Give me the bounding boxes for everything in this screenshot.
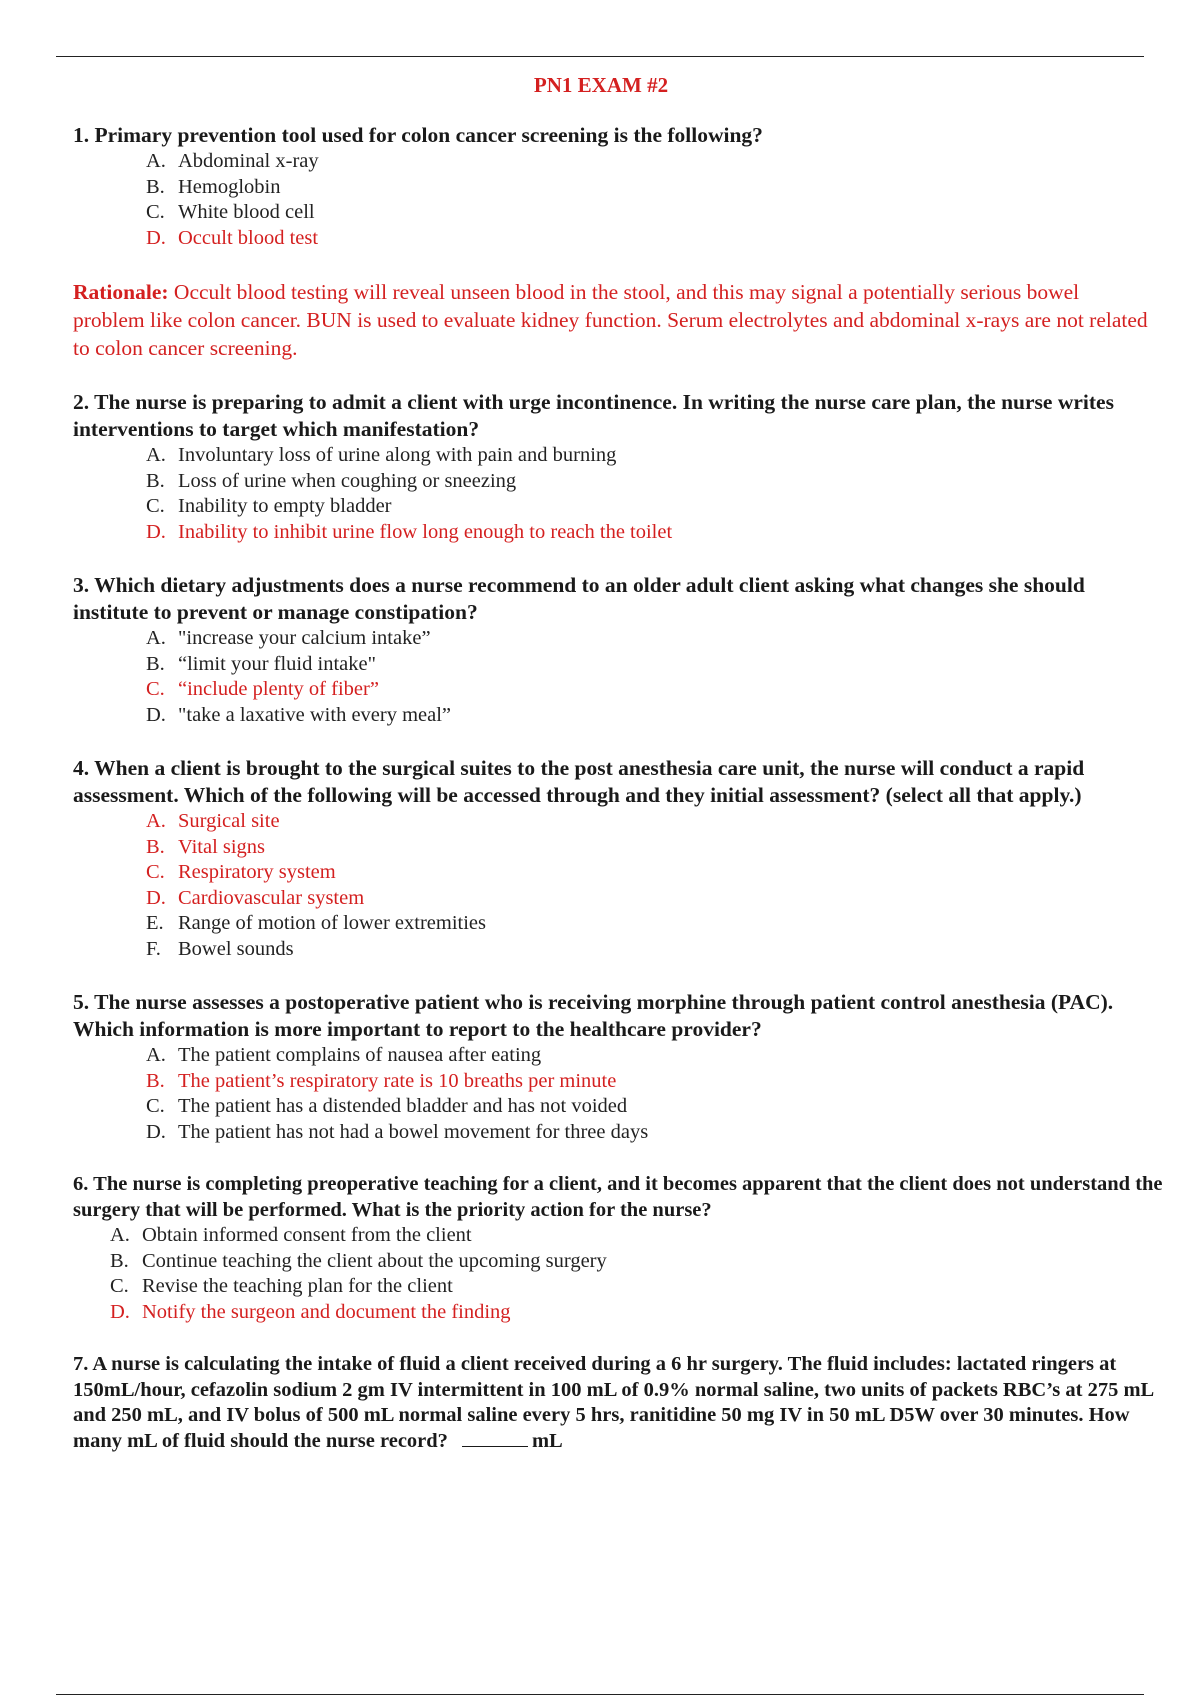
option-a[interactable]: [146, 1043, 1163, 1069]
option-text: Surgical site: [178, 810, 280, 832]
option-d[interactable]: [146, 703, 1163, 729]
option-text: White blood cell: [178, 201, 315, 223]
option-list: [73, 626, 1163, 728]
option-a[interactable]: [110, 1223, 1163, 1249]
option-letter: A.: [146, 810, 166, 832]
option-text: The patient has a distended bladder and has not voided: [178, 1095, 628, 1117]
question-stem: The nurse is completing preoperative teaching for a client, and it becomes apparent that the client does not understand the surgery that will be performed. What is the priority action for the nurse?: [73, 1173, 1163, 1221]
option-text: Respiratory system: [178, 861, 336, 883]
option-c-correct[interactable]: [146, 677, 1163, 703]
question-stem: Which dietary adjustments does a nurse recommend to an older adult client asking what changes she should institute to prevent or manage constipation?: [73, 573, 1085, 624]
option-letter: A.: [146, 1044, 166, 1066]
option-text: The patient has not had a bowel movement for three days: [178, 1120, 649, 1143]
option-text: "take a laxative with every meal”: [178, 703, 452, 726]
question-number: 7.: [73, 1353, 89, 1375]
question-text: [73, 755, 1163, 809]
option-text: Involuntary loss of urine along with pain and burning: [178, 444, 617, 466]
option-list: [73, 149, 1163, 251]
question-1: [73, 122, 1163, 362]
option-letter: E.: [146, 912, 164, 934]
question-4: [73, 755, 1163, 962]
option-text: Bowel sounds: [178, 937, 294, 960]
option-c[interactable]: [146, 494, 1163, 520]
option-b[interactable]: [146, 652, 1163, 678]
question-text: [73, 572, 1163, 626]
question-number: 5.: [73, 990, 90, 1014]
option-a[interactable]: [146, 626, 1163, 652]
top-rule: [56, 56, 1144, 57]
option-d[interactable]: [146, 1120, 1163, 1146]
option-letter: A.: [146, 444, 166, 466]
option-letter: D.: [146, 226, 166, 249]
option-text: Inability to inhibit urine flow long enough to reach the toilet: [178, 520, 673, 543]
option-letter: C.: [146, 201, 165, 223]
option-b-correct[interactable]: [146, 835, 1163, 861]
option-letter: D.: [146, 703, 166, 726]
option-text: Loss of urine when coughing or sneezing: [178, 469, 517, 492]
option-text: Continue teaching the client about the upcoming surgery: [142, 1249, 607, 1272]
option-list: [73, 1223, 1163, 1325]
option-text: Occult blood test: [178, 226, 319, 249]
option-text: Notify the surgeon and document the finding: [142, 1300, 511, 1323]
option-letter: B.: [110, 1249, 129, 1272]
option-a[interactable]: [146, 149, 1163, 175]
option-letter: C.: [146, 678, 165, 700]
question-2: [73, 389, 1163, 545]
bottom-rule: [56, 1694, 1144, 1695]
question-stem: The nurse is preparing to admit a client with urge incontinence. In writing the nurse care plan, the nurse writes interventions to target which manifestation?: [73, 390, 1114, 441]
option-text: Obtain informed consent from the client: [142, 1224, 472, 1246]
rationale-text: Occult blood testing will reveal unseen blood in the stool, and this may signal a potentially serious bowel problem like colon cancer. BUN is used to evaluate kidney function. Serum electrolytes and abdominal x-rays are not related to colon cancer screening.: [73, 280, 1148, 360]
option-letter: B.: [146, 469, 165, 492]
question-number: 6.: [73, 1173, 89, 1195]
option-letter: A.: [146, 627, 166, 649]
answer-unit: mL: [531, 1429, 563, 1452]
option-c[interactable]: [146, 200, 1163, 226]
rationale-label: Rationale:: [73, 280, 169, 304]
option-text: The patient’s respiratory rate is 10 breaths per minute: [178, 1069, 617, 1092]
option-a-correct[interactable]: [146, 809, 1163, 835]
question-text: [73, 1352, 1163, 1454]
option-letter: D.: [110, 1300, 130, 1323]
option-c-correct[interactable]: [146, 860, 1163, 886]
question-stem: A nurse is calculating the intake of fluid a client received during a 6 hr surgery. The fluid includes: lactated ringers at 150mL/hour, cefazolin sodium 2 gm IV intermittent in 100 mL of 0.9% normal saline, two units of packets RBC’s at 275 mL and 250 mL, and IV bolus of 500 mL normal saline every 5 hrs, ranitidine 50 mg IV in 50 mL D5W over 30 minutes. How many mL of fluid should the nurse record?: [73, 1353, 1154, 1452]
option-b[interactable]: [146, 469, 1163, 495]
question-3: [73, 572, 1163, 728]
option-letter: C.: [146, 495, 165, 517]
option-letter: D.: [146, 1120, 166, 1143]
option-text: “limit your fluid intake": [178, 652, 376, 675]
option-text: "increase your calcium intake”: [178, 627, 431, 649]
option-letter: D.: [146, 520, 166, 543]
option-letter: F.: [146, 937, 161, 960]
option-d-correct[interactable]: [146, 226, 1163, 252]
exam-page: [73, 70, 1163, 1454]
option-list: [73, 809, 1163, 962]
option-letter: B.: [146, 652, 165, 675]
option-letter: C.: [146, 861, 165, 883]
option-text: “include plenty of fiber”: [178, 678, 379, 700]
option-letter: A.: [146, 150, 166, 172]
option-a[interactable]: [146, 443, 1163, 469]
option-d-correct[interactable]: [146, 886, 1163, 912]
option-b-correct[interactable]: [146, 1069, 1163, 1095]
option-text: Cardiovascular system: [178, 886, 365, 909]
answer-blank[interactable]: [462, 1429, 528, 1447]
option-letter: B.: [146, 835, 165, 858]
question-text: [73, 989, 1163, 1043]
option-list: [73, 1043, 1163, 1145]
option-list: [73, 443, 1163, 545]
option-letter: D.: [146, 886, 166, 909]
option-d-correct[interactable]: [146, 520, 1163, 546]
question-number: 4.: [73, 756, 90, 780]
option-letter: B.: [146, 1069, 165, 1092]
question-number: 1.: [73, 123, 90, 147]
option-f[interactable]: [146, 937, 1163, 963]
exam-title: PN1 EXAM #2: [533, 73, 669, 97]
option-letter: C.: [146, 1095, 165, 1117]
option-c[interactable]: [146, 1094, 1163, 1120]
question-7: [73, 1352, 1163, 1454]
option-text: Hemoglobin: [178, 175, 281, 198]
question-stem: Primary prevention tool used for colon cancer screening is the following?: [94, 123, 763, 147]
rationale: [73, 278, 1148, 362]
option-text: Inability to empty bladder: [178, 495, 392, 517]
option-c[interactable]: [110, 1274, 1163, 1300]
option-text: Revise the teaching plan for the client: [142, 1275, 453, 1297]
question-text: [73, 389, 1163, 443]
question-number: 2.: [73, 390, 90, 414]
question-text: [73, 1172, 1163, 1223]
question-stem: When a client is brought to the surgical suites to the post anesthesia care unit, the nurse will conduct a rapid assessment. Which of the following will be accessed through and they initial assessment? (select all that apply.): [73, 756, 1085, 807]
option-letter: A.: [110, 1224, 130, 1246]
question-stem: The nurse assesses a postoperative patient who is receiving morphine through patient control anesthesia (PAC). Which information is more important to report to the healthcare provider?: [73, 990, 1114, 1041]
option-d-correct[interactable]: [110, 1300, 1163, 1326]
option-e[interactable]: [146, 911, 1163, 937]
question-5: [73, 989, 1163, 1145]
option-text: Vital signs: [178, 835, 266, 858]
option-letter: C.: [110, 1275, 129, 1297]
option-b[interactable]: [110, 1249, 1163, 1275]
question-text: [73, 122, 1163, 149]
question-6: [73, 1172, 1163, 1325]
option-letter: B.: [146, 175, 165, 198]
option-text: Abdominal x-ray: [178, 150, 319, 172]
option-text: The patient complains of nausea after eating: [178, 1044, 542, 1066]
option-text: Range of motion of lower extremities: [178, 912, 486, 934]
option-b[interactable]: [146, 175, 1163, 201]
question-number: 3.: [73, 573, 90, 597]
